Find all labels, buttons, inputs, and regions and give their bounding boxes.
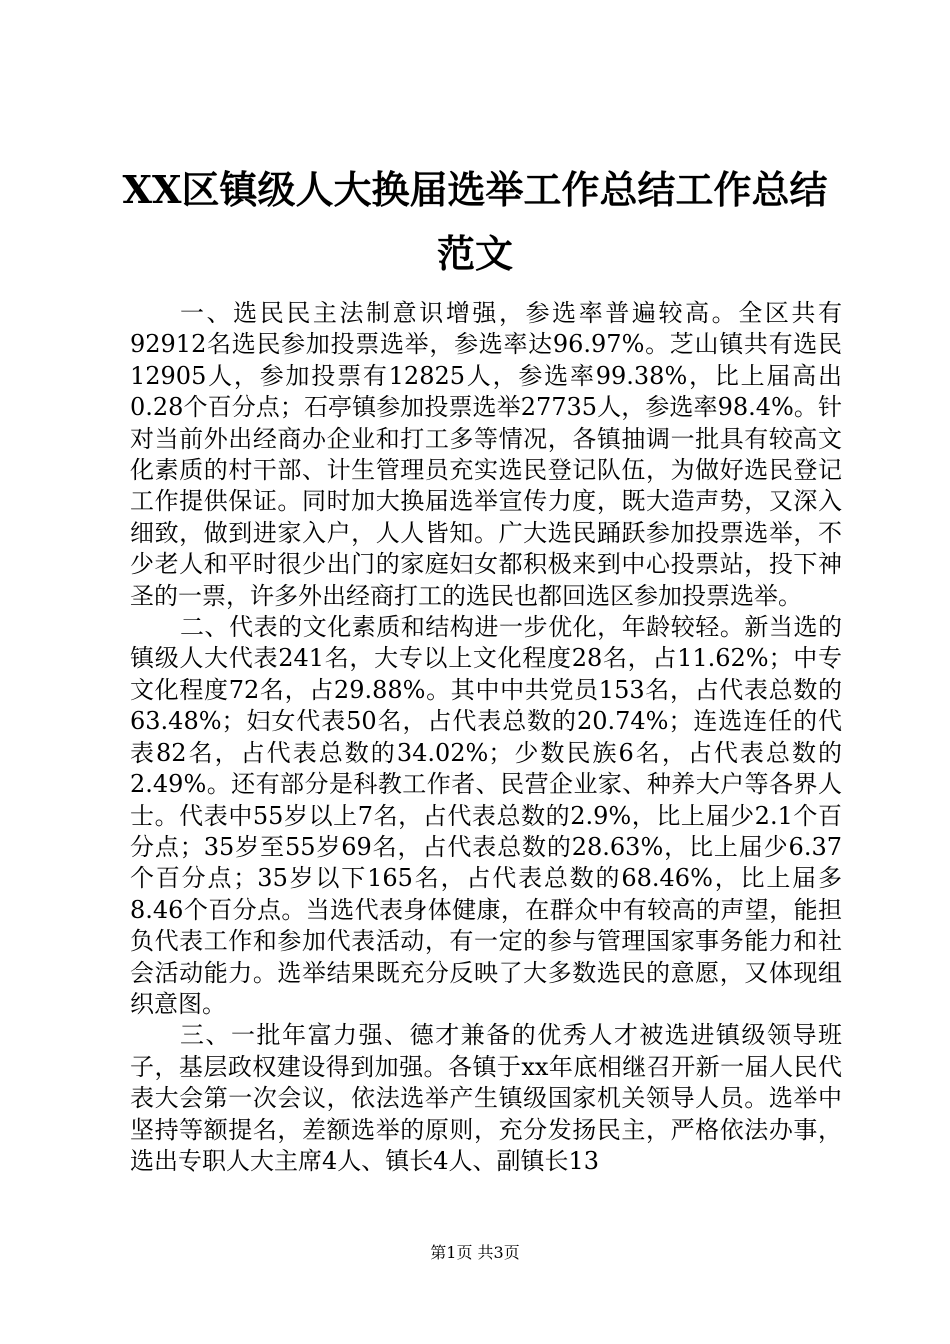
paragraph-2: 二、代表的文化素质和结构进一步优化，年龄较轻。新当选的镇级人大代表241名，大专以上文化程度28名，占11.62%；中专文化程度72名，占29.88%。其中中共党员153名，占代表总数的63.48%；妇女代表50名，占代表总数的20.74%；连选连任的代表82名，占代表总数的34.02%；少数民族6名，占代表总数的2.49%。还有部分是科教工作者、民营企业家、种养大户等各界人士。代表中55岁以上7名，占代表总数的2.9%，比上届少2.1个百分点；35岁至55岁69名，占代表总数的28.63%，比上届少6.37个百分点；35岁以下165名，占代表总数的68.46%，比上届多8.46个百分点。当选代表身体健康，在群众中有较高的声望，能担负代表工作和参加代表活动，有一定的参与管理国家事务能力和社会活动能力。选举结果既充分反映了大多数选民的意愿，又体现组织意图。	[130, 613, 842, 1018]
paragraph-1: 一、选民民主法制意识增强，参选率普遍较高。全区共有92912名选民参加投票选举，参选率达96.97%。芝山镇共有选民12905人，参加投票有12825人，参选率99.38%，比上届高出0.28个百分点；石亭镇参加投票选举27735人，参选率98.4%。针对当前外出经商办企业和打工多等情况，各镇抽调一批具有较高文化素质的村干部、计生管理员充实选民登记队伍，为做好选民登记工作提供保证。同时加大换届选举宣传力度，既大造声势，又深入细致，做到进家入户，人人皆知。广大选民踊跃参加投票选举，不少老人和平时很少出门的家庭妇女都积极来到中心投票站，投下神圣的一票，许多外出经商打工的选民也都回选区参加投票选举。	[130, 299, 842, 610]
page-footer: 第1页 共3页	[430, 1243, 520, 1262]
paragraph-3: 三、一批年富力强、德才兼备的优秀人才被选进镇级领导班子，基层政权建设得到加强。各镇于xx年底相继召开新一届人民代表大会第一次会议，依法选举产生镇级国家机关领导人员。选举中坚持等额提名，差额选举的原则，充分发扬民主，严格依法办事，选出专职人大主席4人、镇长4人、副镇长13	[130, 1021, 842, 1175]
document-title: XX区镇级人大换届选举工作总结工作总结范文	[122, 167, 828, 276]
document-body	[130, 298, 842, 1177]
